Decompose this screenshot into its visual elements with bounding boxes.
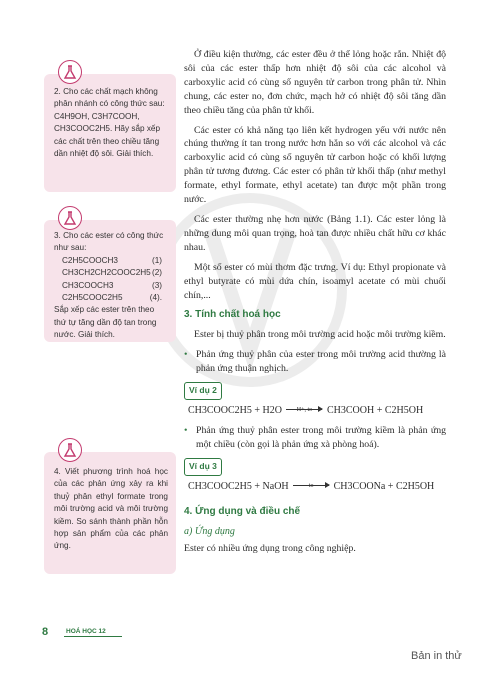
- section-3-intro: Ester bị thuỷ phân trong môi trường acid hoặc môi trường kiềm.: [194, 329, 446, 341]
- formula: C2H5COOC2H5: [62, 293, 123, 303]
- bullet-base-hydrolysis: [184, 424, 446, 452]
- formula-number: (3): [151, 280, 162, 290]
- bullet-text: Phản ứng thuỷ phân ester trong môi trường kiềm là phản ứng một chiều (còn gọi là phản ứng xà phòng hoá).: [196, 424, 446, 450]
- section-3-title: 3. Tính chất hoá học: [184, 309, 281, 321]
- reaction-arrow: [293, 482, 329, 489]
- example-2-label: Ví dụ 2: [184, 382, 222, 400]
- reaction-condition: H+, to: [296, 406, 313, 413]
- question-3-outro: Sắp xếp các ester trên theo thứ tự tăng dần độ tan trong nước. Giải thích.: [54, 305, 157, 340]
- question-2-text: 2. Cho các chất mạch không phân nhánh có công thức sau: C4H9OH, C3H7COOH, CH3COOC2H5. Hãy sắp xếp các chất trên theo chiều tăng dần nhiệt độ sôi. Giải thích.: [54, 87, 165, 159]
- reaction-condition: to: [308, 482, 314, 489]
- question-4-text: 4. Viết phương trình hoá học của các phản ứng xảy ra khi thuỷ phân ethyl formate trong môi trường acid và môi trường kiềm. So sánh thành phần hỗn hợp sản phẩm của các phản ứng.: [54, 467, 168, 551]
- equation-left: CH3COOC2H5 + H2O: [188, 404, 282, 416]
- formula-number: (1): [151, 255, 162, 265]
- page-number: 8: [42, 626, 49, 638]
- bullet-dot: •: [184, 424, 188, 436]
- formula-number: (2): [151, 268, 162, 278]
- main-content: [184, 48, 446, 562]
- equation-right: CH3COONa + C2H5OH: [333, 480, 435, 492]
- question-box-4: [44, 452, 176, 574]
- book-name: HOÁ HỌC 12: [66, 628, 106, 635]
- flask-icon: [58, 206, 82, 230]
- footer-divider: [64, 636, 122, 637]
- formula-row: [54, 267, 168, 279]
- example-3-label: Ví dụ 3: [184, 458, 222, 476]
- equation-right: CH3COOH + C2H5OH: [326, 404, 424, 416]
- paragraph-properties-2: Các ester có khả năng tạo liên kết hydrogen yếu với nước nên chúng thường ít tan trong nước hơn hẳn so với các alcohol và các carboxylic acid có cùng số nguyên tử carbon hoặc có khối lượng phân tử tương đương. Các ester có phân tử khối thấp (như methyl formate, ethyl formate, ethyl acetate) tan được một phần trong nước.: [184, 124, 446, 206]
- section-4-title: 4. Ứng dụng và điều chế: [184, 506, 301, 518]
- formula: C2H5COOCH3: [62, 255, 118, 265]
- formula-row: [54, 292, 168, 304]
- bullet-dot: •: [184, 349, 188, 361]
- question-box-2: [44, 74, 176, 192]
- formula-number: (4).: [149, 293, 162, 303]
- formula: CH3COOCH3: [62, 280, 114, 290]
- paragraph-properties-3: Các ester thường nhẹ hơn nước (Bảng 1.1). Các ester lỏng là những dung môi quan trọng, hoà tan được nhiều chất hữu cơ khác nhau.: [184, 213, 446, 253]
- bullet-text: Phản ứng thuỷ phân của ester trong môi trường acid thường là phản ứng thuận nghịch.: [196, 349, 446, 375]
- bullet-acid-hydrolysis: [184, 348, 446, 376]
- flask-icon: [58, 60, 82, 84]
- section-4-text: Ester có nhiều ứng dụng trong công nghiệp.: [184, 543, 356, 555]
- paragraph-properties-4: Một số ester có mùi thơm đặc trưng. Ví dụ: Ethyl propionate và ethyl butyrate có mùi dứa chín, isoamyl acetate có mùi chuối chín,...: [184, 261, 446, 301]
- formula-row: [54, 255, 168, 267]
- subsection-a-title: a) Ứng dụng: [184, 526, 235, 538]
- formula-row: [54, 280, 168, 292]
- paragraph-properties-1: Ở điều kiện thường, các ester đều ở thể lỏng hoặc rắn. Nhiệt độ sôi của các ester thấp hơn nhiệt độ sôi của các alcohol và carboxylic acid có cùng số nguyên tử carbon trong phân tử. Nhìn chung, các ester no, đơn chức, mạch hở có nhiệt độ sôi tăng dần theo chiều tăng của phân tử khối.: [184, 49, 446, 116]
- equation-left: CH3COOC2H5 + NaOH: [188, 480, 289, 492]
- formula: CH3CH2CH2COOC2H5: [62, 268, 151, 278]
- equation-example-2: [188, 404, 446, 418]
- question-box-3: [44, 220, 176, 342]
- flask-icon: [58, 438, 82, 462]
- question-3-intro: 3. Cho các ester có công thức như sau:: [54, 231, 164, 253]
- print-proof-label: Bản in thử: [411, 650, 462, 662]
- reversible-arrow: [286, 406, 322, 413]
- equation-example-3: [188, 480, 446, 494]
